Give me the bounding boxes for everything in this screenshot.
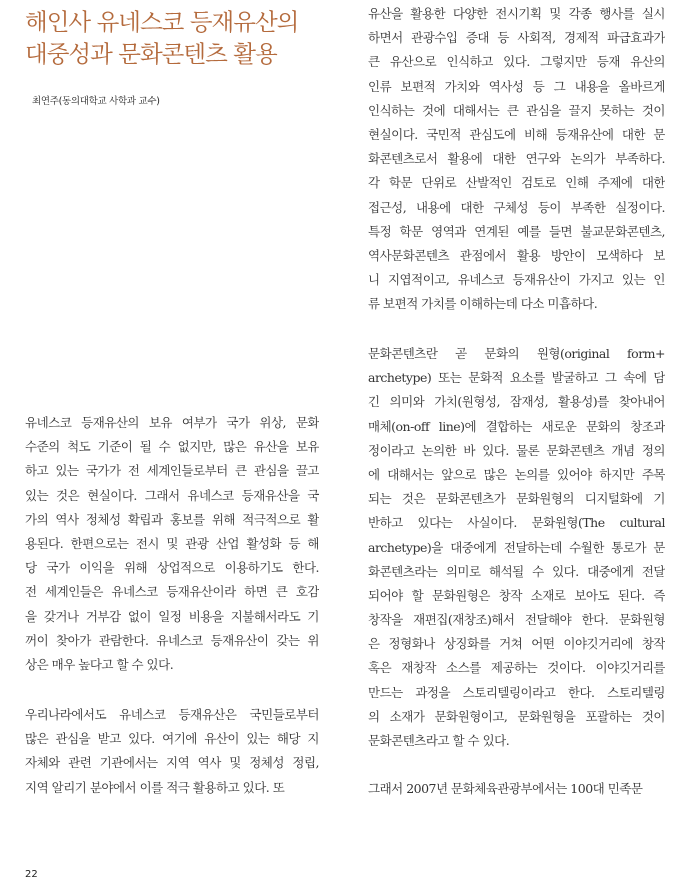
text-line: 있는 것은 현실이다. 그래서 유네스코 등재유산을 국: [25, 487, 319, 503]
text-line: 전 세계인들은 유네스코 등재유산이라 하면 큰 호감: [25, 584, 319, 600]
text-line: 지역 알리기 분야에서 이를 적극 활용하고 있다. 또: [25, 779, 285, 795]
text-line: 많은 관심을 받고 있다. 여기에 유산이 있는 해당 지: [25, 731, 319, 747]
text-line: 을 갖거나 거부감 없이 일정 비용을 지불해서라도 기: [25, 608, 319, 624]
text-line: 에 대해서는 앞으로 많은 논의를 있어야 하지만 주목: [368, 466, 665, 482]
text-line: 되어야 할 문화원형은 창작 소재로 보아도 된다. 즉: [368, 587, 665, 603]
article-title-line-1: 해인사 유네스코 등재유산의: [25, 8, 299, 36]
text-line: 의 소재가 문화원형이고, 문화원형을 포괄하는 것이: [368, 708, 665, 724]
article-title: [25, 6, 345, 70]
text-line: 하고 있는 국가가 전 세계인들로부터 큰 관심을 끌고: [25, 463, 319, 479]
left-paragraph-2: [25, 703, 319, 800]
text-line: 유네스코 등재유산의 보유 여부가 국가 위상, 문화: [25, 415, 319, 430]
text-line: 가의 역사 정체성 확립과 홍보를 위해 적극적으로 활: [25, 511, 319, 527]
author-byline: 최연주(동의대학교 사학과 교수): [32, 96, 160, 107]
text-line: 인류 보편적 가치와 역사성 등 그 내용을 올바르게: [368, 78, 665, 94]
text-line: archetype)을 대중에게 전달하는데 수월한 통로가 문: [368, 539, 665, 555]
text-line: 류 보편적 가치를 이해하는데 다소 미흡하다.: [368, 296, 598, 312]
text-line: 화콘텐츠라는 의미로 해석될 수 있다. 대중에게 전달: [368, 563, 665, 579]
text-line: 문화콘텐츠라고 할 수 있다.: [368, 733, 510, 748]
text-line: 문화콘텐츠란 곧 문화의 원형(original form+: [368, 346, 665, 361]
text-line: 당 국가 이익을 위해 상업적으로 이용하기도 한다.: [25, 560, 319, 576]
text-line: archetype) 또는 문화적 요소를 발굴하고 그 속에 담: [368, 370, 665, 386]
text-line: 특정 학문 영역과 연계된 예를 들면 불교문화콘텐츠,: [368, 223, 665, 239]
text-line: 되는 것은 문화콘텐츠가 문화원형의 디지털화에 기: [368, 491, 665, 507]
right-paragraph-2: [368, 342, 665, 753]
text-line: 수준의 척도 기준이 될 수 없지만, 많은 유산을 보유: [25, 439, 319, 455]
right-paragraph-3: [368, 777, 665, 801]
text-line: 큰 유산으로 인식하고 있다. 그렇지만 등재 유산의: [368, 54, 665, 70]
text-line: 접근성, 내용에 대한 구체성 등이 부족한 실정이다.: [368, 199, 665, 215]
article-title-line-2: 대중성과 문화콘텐츠 활용: [25, 40, 277, 68]
text-line: 용된다. 한편으로는 전시 및 관광 산업 활성화 등 해: [25, 535, 319, 551]
text-line: 화콘텐츠로서 활용에 대한 연구와 논의가 부족하다.: [368, 151, 665, 167]
text-line: 상은 매우 높다고 할 수 있다.: [25, 656, 174, 672]
text-line: 우리나라에서도 유네스코 등재유산은 국민들로부터: [25, 707, 319, 722]
text-line: 만드는 과정을 스토리텔링이라고 한다. 스토리텔링: [368, 684, 665, 700]
text-line: 유산을 활용한 다양한 전시기획 및 각종 행사를 실시: [368, 6, 665, 21]
text-line: 인식하는 것에 대해서는 큰 관심을 끌지 못하는 것이: [368, 102, 665, 118]
text-line: 정이라고 논의한 바 있다. 물론 문화콘텐츠 개념 정의: [368, 442, 665, 458]
right-paragraph-1: [368, 2, 665, 316]
text-line: 반하고 있다는 사실이다. 문화원형(The cultural: [368, 515, 665, 531]
text-line: 그래서 2007년 문화체육관광부에서는 100대 민족문: [368, 781, 643, 796]
text-line: 창작을 재편집(재창조)해서 전달해야 한다. 문화원형: [368, 612, 665, 628]
page-number: 22: [25, 869, 38, 880]
text-line: 니 지엽적이고, 유네스코 등재유산이 가지고 있는 인: [368, 272, 665, 288]
text-line: 자체와 관련 기관에서는 지역 역사 및 정체성 정립,: [25, 755, 319, 771]
text-line: 현실이다. 국민적 관심도에 비해 등재유산에 대한 문: [368, 126, 665, 142]
text-line: 역사문화콘텐츠 관점에서 활용 방안이 모색하다 보: [368, 247, 665, 263]
text-line: 혹은 재창작 소스를 제공하는 것이다. 이야깃거리를: [368, 660, 665, 676]
text-line: 은 정형화나 상징화를 거쳐 어떤 이야깃거리에 창작: [368, 636, 665, 652]
text-line: 꺼이 찾아가 관람한다. 유네스코 등재유산이 갖는 위: [25, 632, 319, 648]
left-paragraph-1: [25, 411, 319, 677]
text-line: 긴 의미와 가치(원형성, 잠재성, 활용성)를 찾아내어: [368, 394, 665, 410]
text-line: 매체(on-off line)에 결합하는 새로운 문화의 창조과: [368, 418, 665, 434]
text-line: 하면서 관광수입 증대 등 사회적, 경제적 파급효과가: [368, 30, 665, 46]
text-line: 각 학문 단위로 산발적인 검토로 인해 주제에 대한: [368, 175, 665, 191]
